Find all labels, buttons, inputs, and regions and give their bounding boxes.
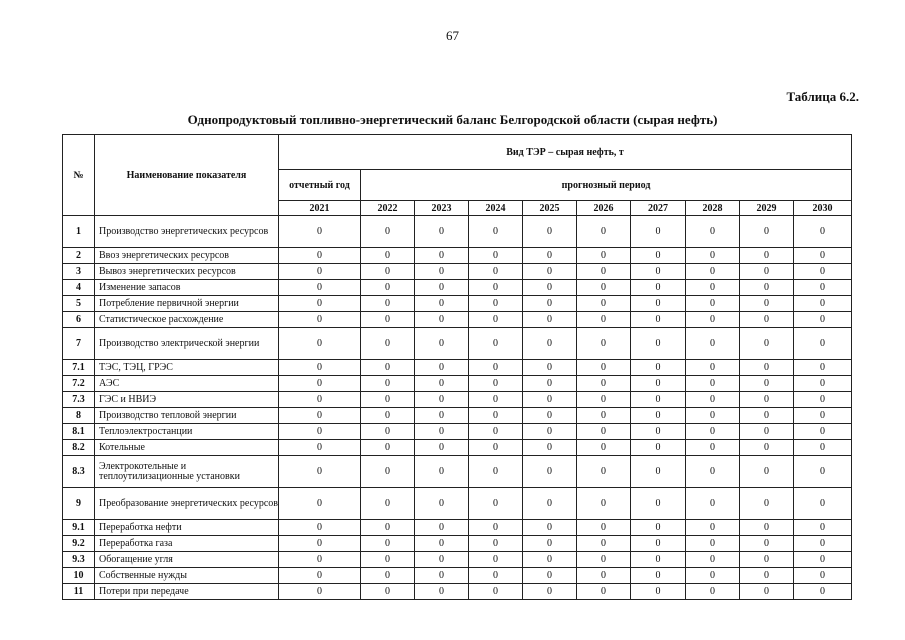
- value-cell-2022: 0: [361, 424, 415, 440]
- value-cell-2026: 0: [577, 280, 631, 296]
- value-cell-2026: 0: [577, 296, 631, 312]
- value-cell-2024: 0: [469, 376, 523, 392]
- value-cell-2021: 0: [279, 392, 361, 408]
- year-header-2021: 2021: [279, 201, 361, 216]
- value-cell-2030: 0: [794, 456, 852, 488]
- value-cell-2021: 0: [279, 408, 361, 424]
- row-number: 8: [63, 408, 95, 424]
- value-cell-2023: 0: [415, 392, 469, 408]
- table-row: [63, 312, 852, 328]
- value-cell-2026: 0: [577, 552, 631, 568]
- value-cell-2026: 0: [577, 408, 631, 424]
- row-number: 9.1: [63, 520, 95, 536]
- row-indicator-name: Переработка нефти: [95, 520, 279, 536]
- year-header-2029: 2029: [740, 201, 794, 216]
- value-cell-2030: 0: [794, 408, 852, 424]
- value-cell-2021: 0: [279, 264, 361, 280]
- page-number: 67: [446, 28, 459, 43]
- value-cell-2030: 0: [794, 328, 852, 360]
- value-cell-2023: 0: [415, 440, 469, 456]
- value-cell-2028: 0: [686, 424, 740, 440]
- value-cell-2027: 0: [631, 552, 686, 568]
- value-cell-2027: 0: [631, 440, 686, 456]
- row-indicator-name: Потребление первичной энергии: [95, 296, 279, 312]
- row-indicator-name: Котельные: [95, 440, 279, 456]
- value-cell-2030: 0: [794, 568, 852, 584]
- value-cell-2024: 0: [469, 520, 523, 536]
- value-cell-2022: 0: [361, 216, 415, 248]
- value-cell-2023: 0: [415, 264, 469, 280]
- value-cell-2030: 0: [794, 424, 852, 440]
- year-header-2027: 2027: [631, 201, 686, 216]
- value-cell-2026: 0: [577, 424, 631, 440]
- value-cell-2029: 0: [740, 584, 794, 600]
- value-cell-2029: 0: [740, 424, 794, 440]
- col-header-name: Наименование показателя: [95, 135, 279, 216]
- value-cell-2026: 0: [577, 216, 631, 248]
- table-row: [63, 552, 852, 568]
- row-indicator-name: Теплоэлектростанции: [95, 424, 279, 440]
- row-number: 7.2: [63, 376, 95, 392]
- value-cell-2025: 0: [523, 424, 577, 440]
- row-number: 2: [63, 248, 95, 264]
- value-cell-2027: 0: [631, 568, 686, 584]
- row-indicator-name: Ввоз энергетических ресурсов: [95, 248, 279, 264]
- value-cell-2024: 0: [469, 440, 523, 456]
- value-cell-2028: 0: [686, 312, 740, 328]
- year-header-2028: 2028: [686, 201, 740, 216]
- value-cell-2028: 0: [686, 568, 740, 584]
- value-cell-2021: 0: [279, 520, 361, 536]
- value-cell-2026: 0: [577, 456, 631, 488]
- table-row: [63, 264, 852, 280]
- value-cell-2028: 0: [686, 456, 740, 488]
- row-number: 8.2: [63, 440, 95, 456]
- value-cell-2030: 0: [794, 264, 852, 280]
- value-cell-2026: 0: [577, 440, 631, 456]
- value-cell-2028: 0: [686, 488, 740, 520]
- value-cell-2021: 0: [279, 280, 361, 296]
- value-cell-2029: 0: [740, 264, 794, 280]
- row-number: 7: [63, 328, 95, 360]
- value-cell-2026: 0: [577, 536, 631, 552]
- value-cell-2023: 0: [415, 328, 469, 360]
- table-row: [63, 488, 852, 520]
- value-cell-2024: 0: [469, 248, 523, 264]
- value-cell-2027: 0: [631, 520, 686, 536]
- value-cell-2028: 0: [686, 328, 740, 360]
- value-cell-2030: 0: [794, 520, 852, 536]
- value-cell-2027: 0: [631, 408, 686, 424]
- value-cell-2024: 0: [469, 552, 523, 568]
- value-cell-2021: 0: [279, 536, 361, 552]
- value-cell-2027: 0: [631, 424, 686, 440]
- balance-table: [62, 134, 852, 600]
- value-cell-2025: 0: [523, 568, 577, 584]
- col-header-report-year: отчетный год: [279, 170, 361, 201]
- year-header-2023: 2023: [415, 201, 469, 216]
- row-indicator-name: Преобразование энергетических ресурсов: [95, 488, 279, 520]
- value-cell-2022: 0: [361, 296, 415, 312]
- value-cell-2023: 0: [415, 520, 469, 536]
- value-cell-2029: 0: [740, 488, 794, 520]
- value-cell-2024: 0: [469, 424, 523, 440]
- year-header-2024: 2024: [469, 201, 523, 216]
- year-header-2025: 2025: [523, 201, 577, 216]
- col-header-number: №: [63, 135, 95, 216]
- value-cell-2021: 0: [279, 552, 361, 568]
- value-cell-2030: 0: [794, 360, 852, 376]
- value-cell-2021: 0: [279, 216, 361, 248]
- value-cell-2030: 0: [794, 392, 852, 408]
- value-cell-2029: 0: [740, 248, 794, 264]
- value-cell-2021: 0: [279, 328, 361, 360]
- row-number: 7.3: [63, 392, 95, 408]
- row-indicator-name: Собственные нужды: [95, 568, 279, 584]
- row-number: 9: [63, 488, 95, 520]
- value-cell-2022: 0: [361, 552, 415, 568]
- value-cell-2030: 0: [794, 536, 852, 552]
- value-cell-2022: 0: [361, 328, 415, 360]
- value-cell-2027: 0: [631, 584, 686, 600]
- row-number: 8.3: [63, 456, 95, 488]
- value-cell-2027: 0: [631, 216, 686, 248]
- value-cell-2026: 0: [577, 248, 631, 264]
- value-cell-2023: 0: [415, 360, 469, 376]
- value-cell-2027: 0: [631, 312, 686, 328]
- value-cell-2027: 0: [631, 488, 686, 520]
- value-cell-2026: 0: [577, 520, 631, 536]
- value-cell-2021: 0: [279, 360, 361, 376]
- row-number: 9.2: [63, 536, 95, 552]
- value-cell-2028: 0: [686, 216, 740, 248]
- value-cell-2022: 0: [361, 440, 415, 456]
- row-indicator-name: Производство энергетических ресурсов: [95, 216, 279, 248]
- value-cell-2025: 0: [523, 584, 577, 600]
- row-indicator-name: Изменение запасов: [95, 280, 279, 296]
- table-row: [63, 328, 852, 360]
- row-indicator-name: Обогащение угля: [95, 552, 279, 568]
- value-cell-2023: 0: [415, 376, 469, 392]
- col-header-group: Вид ТЭР – сырая нефть, т: [279, 135, 852, 170]
- value-cell-2025: 0: [523, 248, 577, 264]
- row-number: 9.3: [63, 552, 95, 568]
- table-row: [63, 584, 852, 600]
- value-cell-2022: 0: [361, 248, 415, 264]
- value-cell-2030: 0: [794, 584, 852, 600]
- table-row: [63, 216, 852, 248]
- table-row: [63, 440, 852, 456]
- value-cell-2024: 0: [469, 296, 523, 312]
- value-cell-2021: 0: [279, 568, 361, 584]
- row-number: 4: [63, 280, 95, 296]
- value-cell-2025: 0: [523, 392, 577, 408]
- value-cell-2023: 0: [415, 488, 469, 520]
- value-cell-2028: 0: [686, 376, 740, 392]
- value-cell-2023: 0: [415, 312, 469, 328]
- value-cell-2021: 0: [279, 376, 361, 392]
- value-cell-2027: 0: [631, 328, 686, 360]
- table-row: [63, 520, 852, 536]
- value-cell-2029: 0: [740, 328, 794, 360]
- value-cell-2023: 0: [415, 456, 469, 488]
- value-cell-2028: 0: [686, 520, 740, 536]
- value-cell-2022: 0: [361, 520, 415, 536]
- value-cell-2026: 0: [577, 312, 631, 328]
- value-cell-2024: 0: [469, 216, 523, 248]
- value-cell-2025: 0: [523, 520, 577, 536]
- value-cell-2028: 0: [686, 264, 740, 280]
- value-cell-2027: 0: [631, 264, 686, 280]
- value-cell-2022: 0: [361, 408, 415, 424]
- row-number: 10: [63, 568, 95, 584]
- value-cell-2029: 0: [740, 296, 794, 312]
- value-cell-2029: 0: [740, 536, 794, 552]
- value-cell-2030: 0: [794, 280, 852, 296]
- value-cell-2022: 0: [361, 456, 415, 488]
- value-cell-2022: 0: [361, 280, 415, 296]
- table-row: [63, 376, 852, 392]
- value-cell-2024: 0: [469, 312, 523, 328]
- table-row: [63, 360, 852, 376]
- value-cell-2030: 0: [794, 552, 852, 568]
- value-cell-2022: 0: [361, 312, 415, 328]
- value-cell-2027: 0: [631, 456, 686, 488]
- table-row: [63, 568, 852, 584]
- value-cell-2026: 0: [577, 328, 631, 360]
- value-cell-2029: 0: [740, 568, 794, 584]
- table-row: [63, 536, 852, 552]
- row-number: 8.1: [63, 424, 95, 440]
- value-cell-2029: 0: [740, 520, 794, 536]
- value-cell-2024: 0: [469, 584, 523, 600]
- value-cell-2027: 0: [631, 248, 686, 264]
- value-cell-2029: 0: [740, 440, 794, 456]
- value-cell-2027: 0: [631, 360, 686, 376]
- value-cell-2026: 0: [577, 584, 631, 600]
- value-cell-2025: 0: [523, 536, 577, 552]
- value-cell-2025: 0: [523, 312, 577, 328]
- value-cell-2025: 0: [523, 440, 577, 456]
- value-cell-2028: 0: [686, 248, 740, 264]
- row-indicator-name: Производство электрической энергии: [95, 328, 279, 360]
- value-cell-2021: 0: [279, 440, 361, 456]
- value-cell-2023: 0: [415, 568, 469, 584]
- value-cell-2022: 0: [361, 360, 415, 376]
- row-number: 6: [63, 312, 95, 328]
- value-cell-2027: 0: [631, 376, 686, 392]
- value-cell-2021: 0: [279, 248, 361, 264]
- value-cell-2026: 0: [577, 376, 631, 392]
- value-cell-2022: 0: [361, 392, 415, 408]
- col-header-forecast: прогнозный период: [361, 170, 852, 201]
- value-cell-2024: 0: [469, 568, 523, 584]
- value-cell-2028: 0: [686, 408, 740, 424]
- row-number: 11: [63, 584, 95, 600]
- year-header-2026: 2026: [577, 201, 631, 216]
- value-cell-2030: 0: [794, 216, 852, 248]
- value-cell-2026: 0: [577, 392, 631, 408]
- value-cell-2025: 0: [523, 280, 577, 296]
- value-cell-2027: 0: [631, 392, 686, 408]
- value-cell-2029: 0: [740, 392, 794, 408]
- value-cell-2022: 0: [361, 568, 415, 584]
- value-cell-2030: 0: [794, 296, 852, 312]
- value-cell-2030: 0: [794, 488, 852, 520]
- value-cell-2029: 0: [740, 376, 794, 392]
- document-title: Однопродуктовый топливно-энергетический баланс Белгородской области (сырая нефть): [187, 112, 718, 127]
- table-row: [63, 408, 852, 424]
- value-cell-2023: 0: [415, 280, 469, 296]
- value-cell-2026: 0: [577, 568, 631, 584]
- value-cell-2023: 0: [415, 408, 469, 424]
- table-row: [63, 296, 852, 312]
- value-cell-2024: 0: [469, 328, 523, 360]
- value-cell-2024: 0: [469, 456, 523, 488]
- value-cell-2030: 0: [794, 440, 852, 456]
- value-cell-2021: 0: [279, 488, 361, 520]
- table-row: [63, 392, 852, 408]
- year-header-2030: 2030: [794, 201, 852, 216]
- value-cell-2030: 0: [794, 312, 852, 328]
- value-cell-2024: 0: [469, 392, 523, 408]
- row-indicator-name: Вывоз энергетических ресурсов: [95, 264, 279, 280]
- value-cell-2025: 0: [523, 456, 577, 488]
- value-cell-2023: 0: [415, 536, 469, 552]
- value-cell-2026: 0: [577, 360, 631, 376]
- value-cell-2029: 0: [740, 216, 794, 248]
- table-body: [63, 216, 852, 600]
- value-cell-2027: 0: [631, 536, 686, 552]
- row-number: 5: [63, 296, 95, 312]
- value-cell-2029: 0: [740, 360, 794, 376]
- value-cell-2022: 0: [361, 584, 415, 600]
- value-cell-2022: 0: [361, 264, 415, 280]
- value-cell-2023: 0: [415, 216, 469, 248]
- value-cell-2027: 0: [631, 280, 686, 296]
- value-cell-2025: 0: [523, 552, 577, 568]
- table-row: [63, 424, 852, 440]
- value-cell-2023: 0: [415, 584, 469, 600]
- row-indicator-name: Статистическое расхождение: [95, 312, 279, 328]
- row-indicator-name: Переработка газа: [95, 536, 279, 552]
- year-header-2022: 2022: [361, 201, 415, 216]
- value-cell-2028: 0: [686, 552, 740, 568]
- value-cell-2024: 0: [469, 264, 523, 280]
- value-cell-2024: 0: [469, 488, 523, 520]
- row-indicator-name: Электрокотельные и теплоутилизационные установки: [95, 456, 279, 488]
- value-cell-2021: 0: [279, 296, 361, 312]
- row-indicator-name: Производство тепловой энергии: [95, 408, 279, 424]
- value-cell-2029: 0: [740, 312, 794, 328]
- value-cell-2024: 0: [469, 360, 523, 376]
- value-cell-2024: 0: [469, 280, 523, 296]
- row-number: 7.1: [63, 360, 95, 376]
- value-cell-2023: 0: [415, 424, 469, 440]
- value-cell-2028: 0: [686, 536, 740, 552]
- value-cell-2025: 0: [523, 360, 577, 376]
- value-cell-2030: 0: [794, 376, 852, 392]
- value-cell-2030: 0: [794, 248, 852, 264]
- value-cell-2026: 0: [577, 264, 631, 280]
- table-row: [63, 248, 852, 264]
- row-number: 1: [63, 216, 95, 248]
- value-cell-2028: 0: [686, 296, 740, 312]
- value-cell-2025: 0: [523, 296, 577, 312]
- value-cell-2021: 0: [279, 456, 361, 488]
- row-indicator-name: ГЭС и НВИЭ: [95, 392, 279, 408]
- table-row: [63, 456, 852, 488]
- value-cell-2025: 0: [523, 264, 577, 280]
- value-cell-2023: 0: [415, 248, 469, 264]
- value-cell-2025: 0: [523, 408, 577, 424]
- value-cell-2021: 0: [279, 312, 361, 328]
- value-cell-2023: 0: [415, 552, 469, 568]
- table-row: [63, 280, 852, 296]
- value-cell-2025: 0: [523, 376, 577, 392]
- row-number: 3: [63, 264, 95, 280]
- table-label: Таблица 6.2.: [786, 89, 859, 104]
- value-cell-2027: 0: [631, 296, 686, 312]
- row-indicator-name: ТЭС, ТЭЦ, ГРЭС: [95, 360, 279, 376]
- row-indicator-name: Потери при передаче: [95, 584, 279, 600]
- row-indicator-name: АЭС: [95, 376, 279, 392]
- value-cell-2028: 0: [686, 280, 740, 296]
- value-cell-2022: 0: [361, 488, 415, 520]
- value-cell-2024: 0: [469, 408, 523, 424]
- value-cell-2025: 0: [523, 488, 577, 520]
- value-cell-2025: 0: [523, 328, 577, 360]
- value-cell-2025: 0: [523, 216, 577, 248]
- value-cell-2029: 0: [740, 280, 794, 296]
- value-cell-2028: 0: [686, 360, 740, 376]
- value-cell-2023: 0: [415, 296, 469, 312]
- value-cell-2021: 0: [279, 584, 361, 600]
- value-cell-2026: 0: [577, 488, 631, 520]
- value-cell-2028: 0: [686, 584, 740, 600]
- value-cell-2024: 0: [469, 536, 523, 552]
- value-cell-2028: 0: [686, 440, 740, 456]
- value-cell-2029: 0: [740, 552, 794, 568]
- value-cell-2029: 0: [740, 456, 794, 488]
- value-cell-2028: 0: [686, 392, 740, 408]
- value-cell-2029: 0: [740, 408, 794, 424]
- value-cell-2021: 0: [279, 424, 361, 440]
- value-cell-2022: 0: [361, 536, 415, 552]
- value-cell-2022: 0: [361, 376, 415, 392]
